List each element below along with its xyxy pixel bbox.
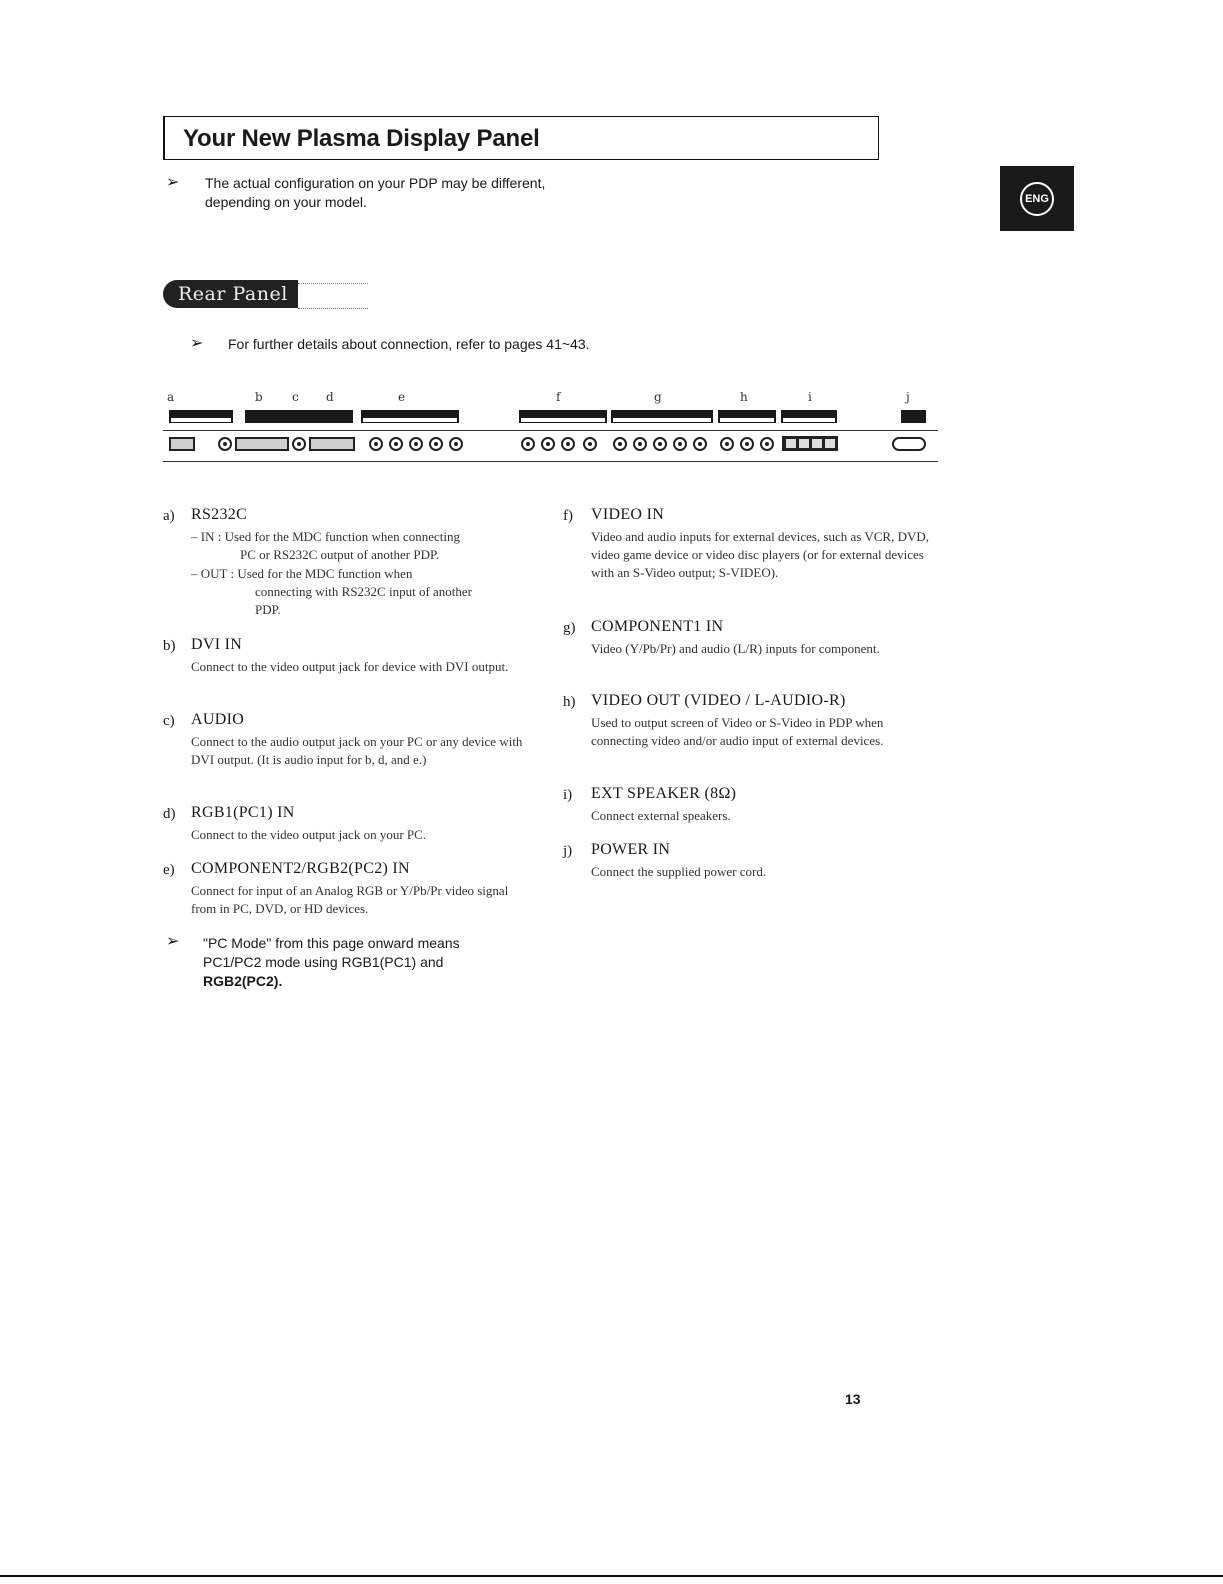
- page-bottom-rule: [0, 1575, 1223, 1577]
- dvi-audio-rgb1-plate: [245, 410, 353, 423]
- speaker-terminal-icon: [782, 436, 838, 451]
- component1-jack-icon: [673, 437, 687, 451]
- rs232c-out-line3: PDP.: [255, 602, 281, 617]
- entry-heading: POWER IN: [591, 841, 671, 858]
- panel-top-line: [163, 430, 938, 431]
- video-out-jack-icon: [760, 437, 774, 451]
- entry-description: Connect to the video output jack for device with DVI output.: [191, 659, 509, 674]
- section-title-pill: [163, 280, 298, 308]
- diagram-label-g: g: [654, 390, 662, 404]
- video-in-jack-icon: [521, 437, 535, 451]
- diagram-label-b: b: [255, 390, 263, 404]
- component1-jack-icon: [653, 437, 667, 451]
- entry-heading: EXT SPEAKER (8Ω): [591, 785, 737, 802]
- entry-description: Used to output screen of Video or S-Video in PDP when connecting video and/or audio input of external devices.: [591, 715, 884, 748]
- entry-letter: c): [163, 713, 175, 729]
- config-note: [205, 174, 545, 212]
- rs232c-out-line1: – OUT : Used for the MDC function when: [191, 566, 413, 581]
- video-in-jack-icon: [561, 437, 575, 451]
- ext-speaker-plate: [781, 410, 837, 423]
- section-title-decoration: [298, 283, 368, 309]
- entry-heading: RGB1(PC1) IN: [191, 804, 295, 821]
- component2-jack-icon: [429, 437, 443, 451]
- entry-letter: f): [563, 508, 573, 524]
- connection-note: For further details about connection, refer to pages 41~43.: [228, 336, 590, 352]
- s-video-jack-icon: [583, 437, 597, 451]
- component2-jack-icon: [389, 437, 403, 451]
- diagram-label-e: e: [398, 390, 406, 404]
- note-arrow-icon: ➢: [166, 933, 180, 950]
- diagram-label-h: h: [740, 390, 748, 404]
- pc-mode-note-line2: PC1/PC2 mode using RGB1(PC1) and: [203, 954, 444, 970]
- page-title-box: [163, 116, 879, 160]
- title-rule: [165, 116, 878, 117]
- entry-letter: b): [163, 638, 176, 654]
- diagram-label-d: d: [326, 390, 334, 404]
- entry-description: Connect to the audio output jack on your PC or any device with DVI output. (It is audio input for b, d, and e.): [191, 734, 523, 767]
- rs232c-out-line2: connecting with RS232C input of another: [255, 584, 473, 599]
- language-badge: [1000, 166, 1074, 231]
- entry-description: Video and audio inputs for external devices, such as VCR, DVD, video game device or video disc players (or for external devices with an S-Video output; S-VIDEO).: [591, 529, 929, 580]
- entry-heading: VIDEO IN: [591, 506, 665, 523]
- entry-description: Connect to the video output jack on your PC.: [191, 827, 427, 842]
- entry-letter: j): [563, 843, 573, 859]
- pc-mode-note-line3: RGB2(PC2).: [203, 973, 283, 989]
- video-in-jack-icon: [541, 437, 555, 451]
- entry-letter: a): [163, 508, 175, 524]
- component2-jack-icon: [449, 437, 463, 451]
- entry-heading: COMPONENT2/RGB2(PC2) IN: [191, 860, 410, 877]
- entry-heading: AUDIO: [191, 711, 245, 728]
- panel-bottom-line: [163, 461, 938, 462]
- entry-letter: e): [163, 862, 175, 878]
- entry-letter: d): [163, 806, 176, 822]
- dvi-in-port: [235, 437, 289, 451]
- diagram-label-j: j: [906, 390, 910, 404]
- page-number: 13: [845, 1391, 861, 1407]
- section-title: Rear Panel: [178, 283, 288, 305]
- pc-mode-note: [203, 934, 460, 991]
- component1-jack-icon: [633, 437, 647, 451]
- entry-heading: RS232C: [191, 506, 248, 523]
- eng-label: ENG: [1020, 182, 1054, 216]
- page-title: Your New Plasma Display Panel: [183, 125, 540, 152]
- video-out-plate: [718, 410, 776, 423]
- power-socket-icon: [892, 437, 926, 451]
- pc-mode-note-line1: "PC Mode" from this page onward means: [203, 935, 460, 951]
- video-out-jack-icon: [720, 437, 734, 451]
- entry-description: Connect external speakers.: [591, 808, 731, 823]
- entry-heading: DVI IN: [191, 636, 243, 653]
- component1-jack-icon: [693, 437, 707, 451]
- component2-jack-icon: [409, 437, 423, 451]
- video-out-jack-icon: [740, 437, 754, 451]
- note-arrow-icon: ➢: [190, 335, 204, 352]
- audio-jack-icon: [292, 437, 306, 451]
- entry-description: Video (Y/Pb/Pr) and audio (L/R) inputs for component.: [591, 641, 880, 656]
- config-note-line1: The actual configuration on your PDP may be different,: [205, 175, 546, 191]
- component1-plate: [611, 410, 713, 423]
- entry-description: Connect the supplied power cord.: [591, 864, 767, 879]
- entry-letter: h): [563, 694, 576, 710]
- rs232c-plate: [169, 410, 233, 423]
- component1-jack-icon: [613, 437, 627, 451]
- diagram-label-i: i: [808, 390, 812, 404]
- config-note-line2: depending on your model.: [205, 194, 367, 210]
- rs232c-in-line2: PC or RS232C output of another PDP.: [240, 547, 439, 562]
- diagram-label-f: f: [556, 390, 561, 404]
- power-in-plate: [901, 410, 926, 423]
- entry-letter: i): [563, 787, 573, 803]
- component2-plate: [361, 410, 459, 423]
- rs232c-out-port: [169, 437, 195, 451]
- entry-description: Connect for input of an Analog RGB or Y/Pb/Pr video signal from in PC, DVD, or HD devices.: [191, 883, 509, 916]
- entry-letter: g): [563, 620, 576, 636]
- note-arrow-icon: ➢: [166, 174, 180, 191]
- rs232c-in-line1: – IN : Used for the MDC function when connecting: [191, 529, 460, 544]
- rgb1-port: [309, 437, 355, 451]
- video-in-plate: [519, 410, 607, 423]
- component2-jack-icon: [369, 437, 383, 451]
- entry-heading: VIDEO OUT (VIDEO / L-AUDIO-R): [591, 692, 846, 709]
- entry-heading: COMPONENT1 IN: [591, 618, 724, 635]
- diagram-label-c: c: [292, 390, 299, 404]
- rear-panel-diagram: [163, 390, 938, 470]
- rs232c-screw-icon: [218, 437, 232, 451]
- diagram-label-a: a: [167, 390, 175, 404]
